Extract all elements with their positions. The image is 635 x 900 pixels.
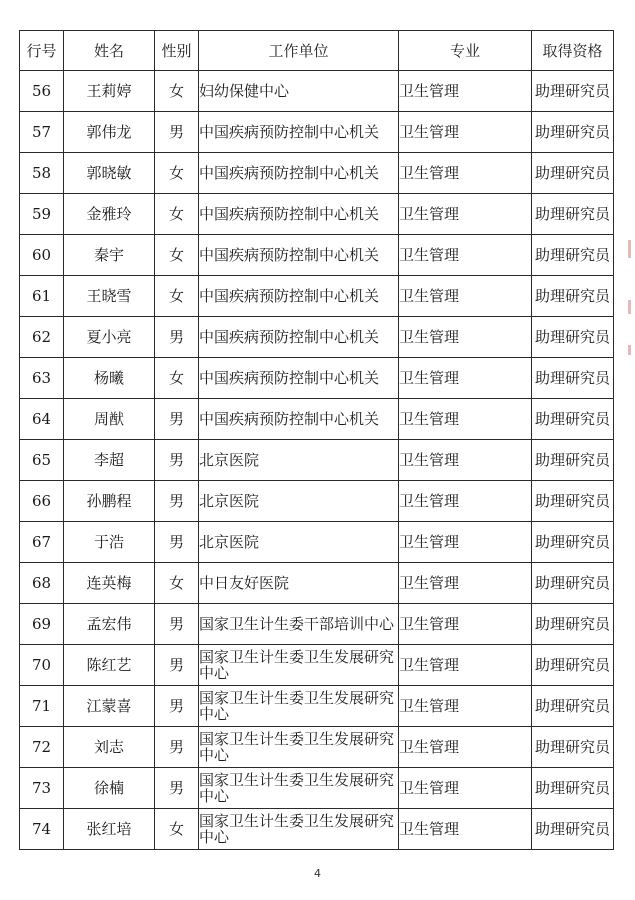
table-row: [20, 563, 614, 604]
cell-qualification: 助理研究员: [532, 317, 614, 358]
cell-gender: 男: [155, 768, 199, 809]
cell-work-unit: 北京医院: [199, 522, 399, 563]
header-qualification: 取得资格: [532, 31, 614, 71]
cell-specialty: 卫生管理: [399, 71, 532, 112]
cell-specialty: 卫生管理: [399, 194, 532, 235]
table-body: [20, 71, 614, 850]
cell-row-number: 65: [20, 440, 64, 481]
table-row: [20, 727, 614, 768]
cell-gender: 女: [155, 563, 199, 604]
cell-name: 徐楠: [64, 768, 155, 809]
cell-specialty: 卫生管理: [399, 112, 532, 153]
cell-row-number: 58: [20, 153, 64, 194]
cell-qualification: 助理研究员: [532, 481, 614, 522]
cell-row-number: 59: [20, 194, 64, 235]
cell-work-unit: 国家卫生计生委卫生发展研究中心: [199, 686, 399, 727]
cell-specialty: 卫生管理: [399, 768, 532, 809]
cell-gender: 男: [155, 645, 199, 686]
cell-row-number: 63: [20, 358, 64, 399]
table-row: [20, 809, 614, 850]
cell-work-unit: 国家卫生计生委卫生发展研究中心: [199, 809, 399, 850]
cell-name: 金雅玲: [64, 194, 155, 235]
table-row: [20, 153, 614, 194]
header-specialty: 专业: [399, 31, 532, 71]
cell-specialty: 卫生管理: [399, 604, 532, 645]
cell-qualification: 助理研究员: [532, 686, 614, 727]
cell-work-unit: 国家卫生计生委卫生发展研究中心: [199, 645, 399, 686]
cell-work-unit: 国家卫生计生委干部培训中心: [199, 604, 399, 645]
cell-gender: 女: [155, 153, 199, 194]
cell-specialty: 卫生管理: [399, 645, 532, 686]
cell-name: 连英梅: [64, 563, 155, 604]
cell-work-unit: 国家卫生计生委卫生发展研究中心: [199, 768, 399, 809]
cell-name: 刘志: [64, 727, 155, 768]
cell-gender: 男: [155, 727, 199, 768]
cell-name: 夏小亮: [64, 317, 155, 358]
cell-qualification: 助理研究员: [532, 604, 614, 645]
cell-qualification: 助理研究员: [532, 727, 614, 768]
cell-specialty: 卫生管理: [399, 358, 532, 399]
table-row: [20, 194, 614, 235]
cell-row-number: 70: [20, 645, 64, 686]
cell-name: 王晓雪: [64, 276, 155, 317]
cell-qualification: 助理研究员: [532, 194, 614, 235]
cell-row-number: 62: [20, 317, 64, 358]
cell-qualification: 助理研究员: [532, 645, 614, 686]
table-row: [20, 276, 614, 317]
cell-specialty: 卫生管理: [399, 440, 532, 481]
cell-row-number: 56: [20, 71, 64, 112]
cell-specialty: 卫生管理: [399, 481, 532, 522]
cell-qualification: 助理研究员: [532, 563, 614, 604]
cell-qualification: 助理研究员: [532, 358, 614, 399]
cell-work-unit: 妇幼保健中心: [199, 71, 399, 112]
cell-row-number: 68: [20, 563, 64, 604]
cell-gender: 男: [155, 522, 199, 563]
cell-qualification: 助理研究员: [532, 276, 614, 317]
cell-name: 秦宇: [64, 235, 155, 276]
cell-name: 张红培: [64, 809, 155, 850]
table-row: [20, 358, 614, 399]
table-row: [20, 522, 614, 563]
cell-gender: 男: [155, 481, 199, 522]
roster-table: [19, 30, 614, 850]
cell-gender: 男: [155, 399, 199, 440]
cell-name: 王莉婷: [64, 71, 155, 112]
table-row: [20, 768, 614, 809]
header-name: 姓名: [64, 31, 155, 71]
cell-work-unit: 中国疾病预防控制中心机关: [199, 317, 399, 358]
cell-specialty: 卫生管理: [399, 809, 532, 850]
margin-stamp-mark: [628, 240, 631, 258]
table-row: [20, 686, 614, 727]
cell-row-number: 74: [20, 809, 64, 850]
cell-gender: 女: [155, 809, 199, 850]
cell-gender: 男: [155, 112, 199, 153]
cell-specialty: 卫生管理: [399, 399, 532, 440]
cell-work-unit: 北京医院: [199, 440, 399, 481]
cell-row-number: 57: [20, 112, 64, 153]
cell-qualification: 助理研究员: [532, 399, 614, 440]
cell-work-unit: 中国疾病预防控制中心机关: [199, 276, 399, 317]
cell-row-number: 71: [20, 686, 64, 727]
cell-work-unit: 中国疾病预防控制中心机关: [199, 153, 399, 194]
cell-specialty: 卫生管理: [399, 522, 532, 563]
table-row: [20, 112, 614, 153]
cell-work-unit: 中国疾病预防控制中心机关: [199, 235, 399, 276]
cell-qualification: 助理研究员: [532, 71, 614, 112]
cell-row-number: 73: [20, 768, 64, 809]
cell-specialty: 卫生管理: [399, 276, 532, 317]
cell-name: 周猷: [64, 399, 155, 440]
cell-qualification: 助理研究员: [532, 809, 614, 850]
cell-name: 杨曦: [64, 358, 155, 399]
header-work-unit: 工作单位: [199, 31, 399, 71]
cell-row-number: 69: [20, 604, 64, 645]
cell-specialty: 卫生管理: [399, 563, 532, 604]
cell-name: 郭伟龙: [64, 112, 155, 153]
page-number: 4: [314, 867, 321, 880]
cell-name: 于浩: [64, 522, 155, 563]
cell-row-number: 60: [20, 235, 64, 276]
table-row: [20, 317, 614, 358]
table-header-row: [20, 31, 614, 71]
table-row: [20, 645, 614, 686]
cell-name: 孟宏伟: [64, 604, 155, 645]
cell-row-number: 61: [20, 276, 64, 317]
cell-gender: 男: [155, 604, 199, 645]
cell-work-unit: 中国疾病预防控制中心机关: [199, 194, 399, 235]
table-row: [20, 440, 614, 481]
cell-gender: 男: [155, 686, 199, 727]
cell-row-number: 72: [20, 727, 64, 768]
header-gender: 性别: [155, 31, 199, 71]
cell-gender: 女: [155, 358, 199, 399]
cell-gender: 女: [155, 194, 199, 235]
cell-gender: 女: [155, 235, 199, 276]
cell-row-number: 66: [20, 481, 64, 522]
cell-specialty: 卫生管理: [399, 153, 532, 194]
cell-name: 李超: [64, 440, 155, 481]
cell-work-unit: 中国疾病预防控制中心机关: [199, 399, 399, 440]
margin-stamp-mark: [628, 300, 631, 314]
cell-qualification: 助理研究员: [532, 522, 614, 563]
table-row: [20, 235, 614, 276]
cell-qualification: 助理研究员: [532, 153, 614, 194]
table-row: [20, 481, 614, 522]
cell-specialty: 卫生管理: [399, 317, 532, 358]
cell-work-unit: 国家卫生计生委卫生发展研究中心: [199, 727, 399, 768]
table-row: [20, 71, 614, 112]
cell-work-unit: 中日友好医院: [199, 563, 399, 604]
table-row: [20, 399, 614, 440]
cell-work-unit: 中国疾病预防控制中心机关: [199, 112, 399, 153]
cell-gender: 女: [155, 71, 199, 112]
cell-name: 陈红艺: [64, 645, 155, 686]
cell-qualification: 助理研究员: [532, 235, 614, 276]
cell-name: 郭晓敏: [64, 153, 155, 194]
table-row: [20, 604, 614, 645]
margin-stamp-mark: [628, 345, 631, 355]
cell-qualification: 助理研究员: [532, 440, 614, 481]
header-row-number: 行号: [20, 31, 64, 71]
cell-name: 江蒙喜: [64, 686, 155, 727]
cell-qualification: 助理研究员: [532, 768, 614, 809]
cell-work-unit: 中国疾病预防控制中心机关: [199, 358, 399, 399]
cell-gender: 男: [155, 440, 199, 481]
cell-row-number: 64: [20, 399, 64, 440]
cell-work-unit: 北京医院: [199, 481, 399, 522]
cell-gender: 女: [155, 276, 199, 317]
cell-name: 孙鹏程: [64, 481, 155, 522]
cell-specialty: 卫生管理: [399, 727, 532, 768]
cell-qualification: 助理研究员: [532, 112, 614, 153]
cell-gender: 男: [155, 317, 199, 358]
cell-row-number: 67: [20, 522, 64, 563]
cell-specialty: 卫生管理: [399, 235, 532, 276]
cell-specialty: 卫生管理: [399, 686, 532, 727]
